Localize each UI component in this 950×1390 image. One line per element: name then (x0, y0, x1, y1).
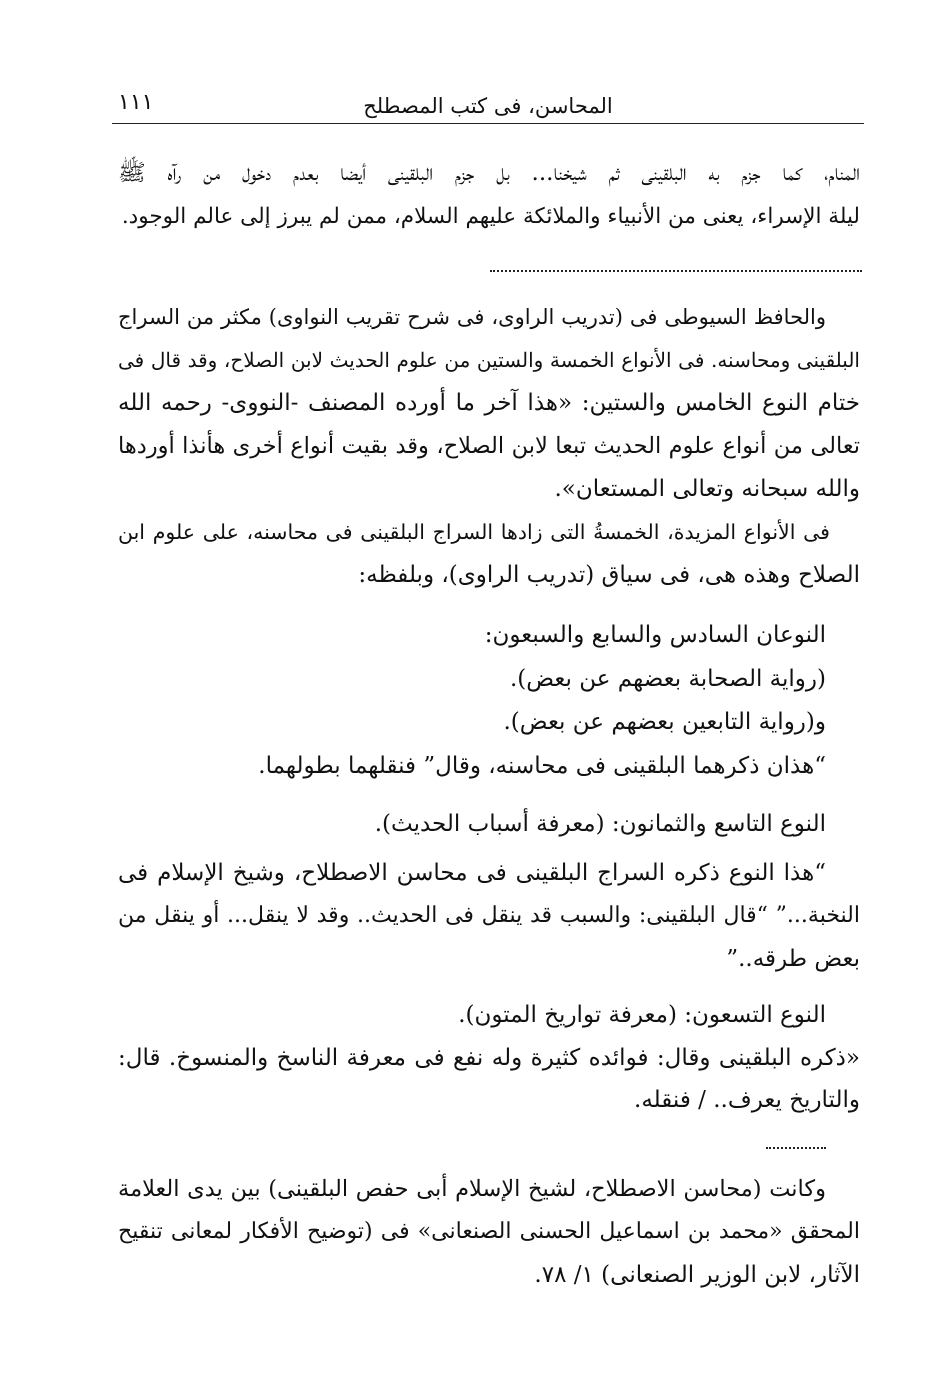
text-line: والتاريخ يعرف.. / فنقله. (634, 1087, 860, 1113)
text-line: البلقينى ومحاسنه. فى الأنواع الخمسة والستين من علوم الحديث لابن الصلاح، وقد قال فى (118, 348, 860, 372)
running-title: المحاسن، فى كتب المصطلح (363, 94, 613, 118)
text-line: الصلاح وهذه هى، فى سياق (تدريب الراوى)، وبلفظه: (358, 562, 860, 588)
text-line: والله سبحانه وتعالى المستعان». (554, 476, 860, 502)
page-number: ١١١ (118, 90, 154, 115)
ellipsis-separator (490, 268, 862, 272)
text-line: ليلة الإسراء، يعنى من الأنبياء والملائكة عليهم السلام، ممن لم يبرز إلى عالم الوجود. (121, 204, 860, 229)
text-line: “هذان ذكرهما البلقينى فى محاسنه، وقال” فنقلهما بطولهما. (258, 753, 826, 779)
text-line: وكانت (محاسن الاصطلاح، لشيخ الإسلام أبى حفص البلقينى) بين يدى العلامة (118, 1176, 826, 1202)
text-line: الآثار، لابن الوزير الصنعانى) ١/ ٧٨. (534, 1262, 860, 1288)
text-line: النوع التسعون: (معرفة تواريخ المتون). (458, 1002, 826, 1028)
text-line: (رواية الصحابة بعضهم عن بعض). (509, 666, 826, 692)
text-line: النوع التاسع والثمانون: (معرفة أسباب الحديث). (374, 811, 826, 837)
text-line: النوعان السادس والسابع والسبعون: (484, 622, 826, 648)
text-line: تعالى من أنواع علوم الحديث تبعا لابن الصلاح، وقد بقيت أنواع أخرى هأنذا أوردها (118, 433, 860, 459)
header-rule (112, 123, 864, 124)
text-line: المحقق «محمد بن اسماعيل الحسنى الصنعانى» فى (توضيح الأفكار لمعانى تنقيح (118, 1219, 860, 1244)
page-header (112, 78, 864, 124)
ellipsis-separator (766, 1145, 826, 1149)
text-line: «ذكره البلقينى وقال: فوائده كثيرة وله نفع فى معرفة الناسخ والمنسوخ. قال: (118, 1045, 860, 1071)
text-line: النخبة...” “قال البلقينى: والسبب قد ينقل فى الحديث.. وقد لا ينقل... أو ينقل من (118, 903, 860, 928)
text-line: والحافظ السيوطى فى (تدريب الراوى، فى شرح تقريب النواوى) مكثر من السراج (118, 305, 826, 329)
text-line: المنام، كما جزم به البلقينى ثم شيخنا... بل جزم البلقينى أيضا بعدم دخول من رآه ﷺ (118, 160, 860, 186)
text-line: فى الأنواع المزيدة، الخمسةُ التى زادها السراج البلقينى فى محاسنه، على علوم ابن (118, 520, 830, 544)
text-line: “هذا النوع ذكره السراج البلقينى فى محاسن الاصطلاح، وشيخ الإسلام فى (118, 860, 826, 886)
text-line: ختام النوع الخامس والستين: «هذا آخر ما أورده المصنف -النووى- رحمه الله (118, 390, 860, 416)
text-line: بعض طرقه..” (726, 946, 860, 972)
text-line: و(رواية التابعين بعضهم عن بعض). (503, 709, 826, 735)
